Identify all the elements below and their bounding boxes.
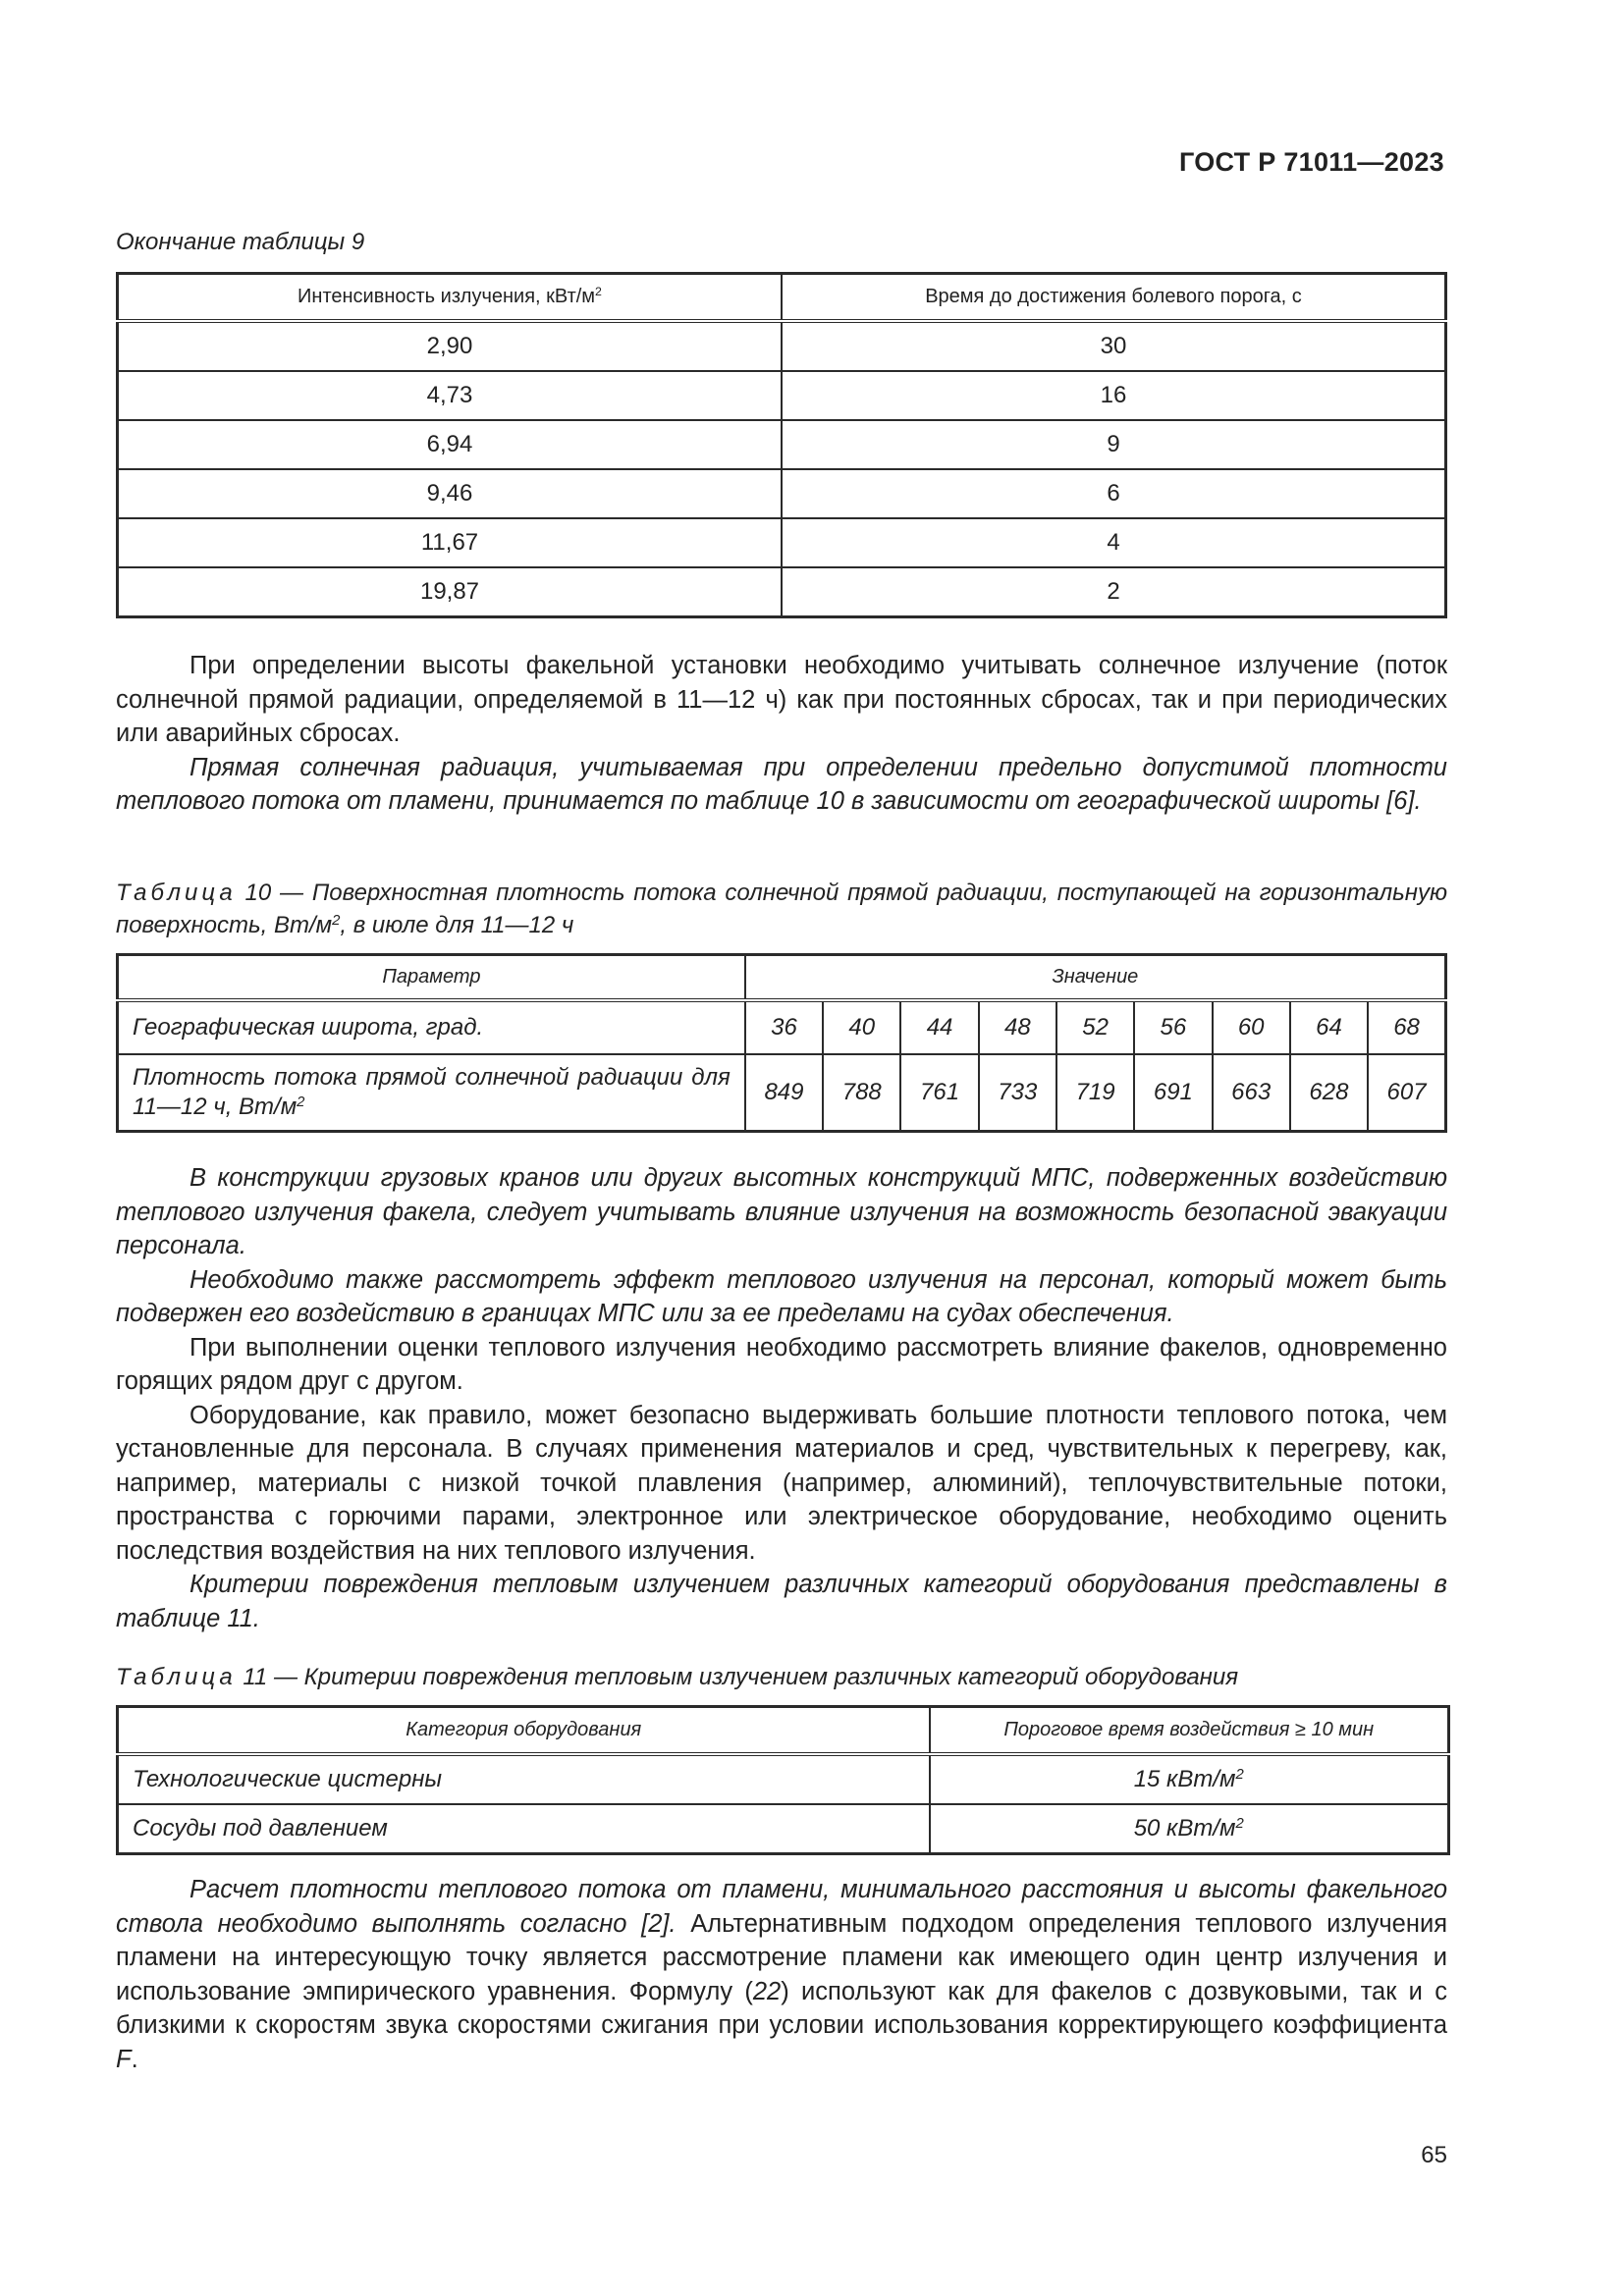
table10-latitude-cell: 60: [1213, 1000, 1290, 1054]
table10-density-cell: 788: [823, 1054, 900, 1132]
table9-intensity-cell: 19,87: [118, 567, 783, 617]
table9-caption: Окончание таблицы 9: [116, 229, 365, 255]
table10-latitude-cell: 36: [745, 1000, 823, 1054]
paragraph-cranes: В конструкции грузовых кранов или других высотных конструкций МПС, подверженных воздействию теплового излучения факела, следует учитывать влияние излучения на возможность безопасной эвакуации персонала.: [116, 1164, 1447, 1259]
table10-density-cell: 849: [745, 1054, 823, 1132]
table10-value-header: Значение: [745, 955, 1446, 1001]
table9-time-cell: 9: [782, 420, 1446, 469]
table9: [116, 272, 1447, 618]
paragraph-damage-criteria: Критерии повреждения тепловым излучением различных категорий оборудования представлены в таблице 11.: [116, 1571, 1447, 1632]
table10-density-cell: 691: [1134, 1054, 1212, 1132]
table11-category-cell: Технологические цистерны: [118, 1754, 930, 1804]
table11-caption: Таблица 11 — Критерии повреждения тепловым излучением различных категорий оборудования: [116, 1664, 1239, 1690]
paragraph-personnel: Необходимо также рассмотреть эффект теплового излучения на персонал, который может быть подвержен его воздействию в границах МПС или за ее пределами на судах обеспечения.: [116, 1265, 1447, 1327]
table9-time-cell: 2: [782, 567, 1446, 617]
table9-intensity-cell: 9,46: [118, 469, 783, 518]
table10-density-label: Плотность потока прямой солнечной радиации для 11—12 ч, $Вт/м^2$: [118, 1054, 745, 1132]
table9-header-row: [118, 274, 1446, 322]
table10: [116, 953, 1447, 1133]
table10-density-row: [118, 1054, 1446, 1132]
table10-param-header: Параметр: [118, 955, 745, 1001]
table9-row: [118, 469, 1446, 518]
table10-latitude-row: [118, 1000, 1446, 1054]
paragraph-multiple-flares: При выполнении оценки теплового излучения необходимо рассмотреть влияние факелов, одновременно горящих рядом друг с другом.: [116, 1333, 1447, 1395]
paragraph-calculation: Расчет плотности теплового потока от пламени, минимального расстояния и высоты факельного ствола необходимо выполнять согласно [2]. Альтернативным подходом определения теплового излучения пламени на интересующую точку является рассмотрение пламени как имеющего один центр излучения и использование эмпирического уравнения. Формулу (22) используют как для факелов с дозвуковыми, так и с близкими к скоростям звука скоростями сжигания при условии использования корректирующего коэффициента F.: [116, 1876, 1447, 2073]
table10-latitude-cell: 40: [823, 1000, 900, 1054]
paragraph-direct-solar-radiation: Прямая солнечная радиация, учитываемая при определении предельно допустимой плотности теплового потока от пламени, принимается по таблице 10 в зависимости от географической широты [6].: [116, 753, 1447, 815]
table10-latitude-cell: 64: [1290, 1000, 1368, 1054]
table10-latitude-cell: 68: [1368, 1000, 1445, 1054]
table10-density-cell: 733: [979, 1054, 1056, 1132]
table9-intensity-cell: 2,90: [118, 321, 783, 371]
table11-header-row: [118, 1707, 1449, 1755]
document-id: ГОСТ Р 71011—2023: [1178, 147, 1444, 177]
table9-time-cell: 4: [782, 518, 1446, 567]
table10-latitude-cell: 56: [1134, 1000, 1212, 1054]
table10-density-cell: 761: [900, 1054, 978, 1132]
table11: [116, 1705, 1447, 1855]
table11-category-cell: Сосуды под давлением: [118, 1804, 930, 1854]
table11-col1-header: Категория оборудования: [118, 1707, 930, 1755]
table10-density-cell: 663: [1213, 1054, 1290, 1132]
table11-col2-header: Пороговое время воздействия ≥ 10 мин: [930, 1707, 1449, 1755]
table10-density-cell: 628: [1290, 1054, 1368, 1132]
text-block-1: [116, 649, 1447, 819]
table10-caption: Таблица 10 — Поверхностная плотность потока солнечной прямой радиации, поступающей на горизонтальную поверхность, $Вт/м^2$, в июле для 11—12 ч: [116, 880, 1447, 938]
table9-time-cell: 6: [782, 469, 1446, 518]
table11-row: [118, 1754, 1449, 1804]
table9-time-cell: 30: [782, 321, 1446, 371]
table9-time-cell: 16: [782, 371, 1446, 420]
table9-row: [118, 420, 1446, 469]
table10-density-cell: 607: [1368, 1054, 1445, 1132]
table9-row: [118, 371, 1446, 420]
paragraph-equipment: Оборудование, как правило, может безопасно выдерживать большие плотности теплового потока, чем установленные для персонала. В случаях применения материалов и сред, чувствительных к перегреву, как, например, материалы с низкой точкой плавления (например, алюминий), теплочувствительные потоки, пространства с горючими парами, электронное или электрическое оборудование, необходимо оценить последствия воздействия на них теплового излучения.: [116, 1401, 1447, 1565]
table10-header-row: [118, 955, 1446, 1001]
page-number: 65: [1421, 2142, 1447, 2168]
table10-density-cell: 719: [1056, 1054, 1134, 1132]
table10-latitude-cell: 52: [1056, 1000, 1134, 1054]
table10-latitude-cell: 48: [979, 1000, 1056, 1054]
table11-threshold-cell: 50 кВт/$м^2$: [930, 1804, 1449, 1854]
paragraph-solar-radiation: При определении высоты факельной установки необходимо учитывать солнечное излучение (поток солнечной прямой радиации, определяемой в 11—12 ч) как при постоянных сбросах, так и при периодических или аварийных сбросах.: [116, 652, 1447, 747]
table9-row: [118, 518, 1446, 567]
table10-latitude-cell: 44: [900, 1000, 978, 1054]
table9-col2-header: Время до достижения болевого порога, с: [782, 274, 1446, 322]
text-block-3: [116, 1873, 1447, 2076]
table9-intensity-cell: 4,73: [118, 371, 783, 420]
table9-row: [118, 321, 1446, 371]
table9-intensity-cell: 11,67: [118, 518, 783, 567]
text-block-2: [116, 1161, 1447, 1635]
table11-threshold-cell: 15 кВт/$м^2$: [930, 1754, 1449, 1804]
table9-row: [118, 567, 1446, 617]
table9-intensity-cell: 6,94: [118, 420, 783, 469]
table11-row: [118, 1804, 1449, 1854]
table10-latitude-label: Географическая широта, град.: [118, 1000, 745, 1054]
table9-col1-header: Интенсивность излучения, кВт/$м^2$: [118, 274, 783, 322]
